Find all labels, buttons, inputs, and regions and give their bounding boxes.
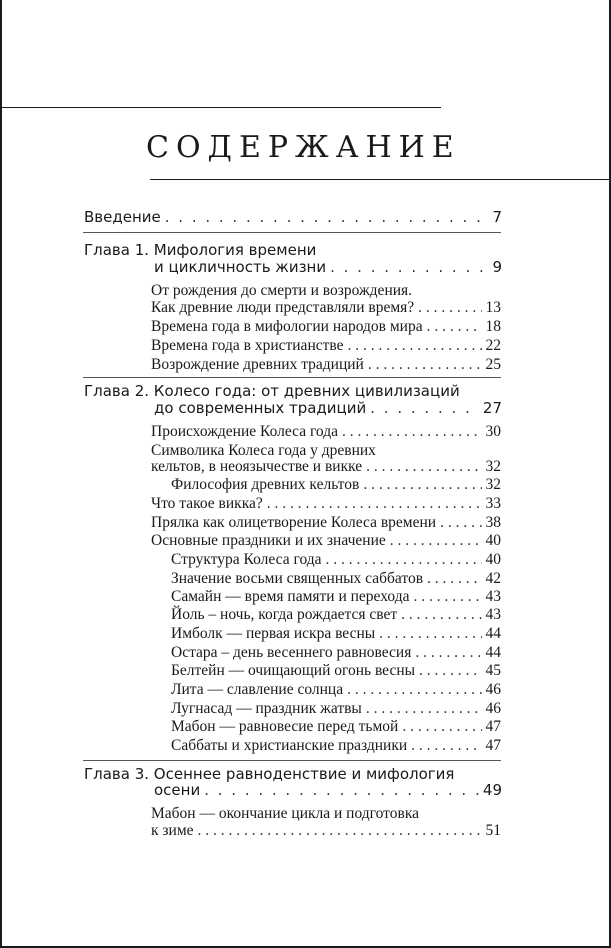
toc-entry-label: кельтов, в неоязычестве и викке [151,458,363,475]
leader-dots [326,550,482,570]
toc-entry-page: 46 [485,700,501,717]
section-divider [83,760,501,761]
section-divider [83,377,501,378]
toc-entry[interactable] [171,717,501,737]
toc-entry-intro[interactable] [84,207,502,227]
toc-entry[interactable] [171,680,501,700]
chapter-1-title-line1[interactable]: Глава 1. Мифология времени [84,241,317,259]
toc-entry-page: 27 [482,399,502,417]
toc-entry-page: 32 [485,476,501,493]
toc-entry[interactable] [171,605,501,625]
toc-entry-page: 49 [482,781,502,799]
toc-entry-line1[interactable]: Мабон — окончание цикла и подготовка [151,805,419,822]
toc-entry-page: 47 [485,737,501,754]
toc-entry-chapter-3[interactable] [154,780,502,800]
toc-entry-label: Белтейн — очищающий огонь весны [171,662,416,679]
leader-dots [348,336,482,356]
toc-entry[interactable] [171,699,501,719]
toc-entry-label: и цикличность жизни [154,258,327,276]
toc-entry-page: 30 [485,423,501,440]
leader-dots [415,643,481,663]
toc-entry[interactable] [151,298,501,318]
leader-dots [370,398,479,418]
toc-entry[interactable] [171,475,501,495]
leader-dots [413,587,481,607]
toc-entry-label: Самайн — время памяти и перехода [171,588,410,605]
toc-entry-label: Философия древних кельтов [171,476,360,493]
leader-dots [342,422,482,442]
toc-entry-label: Как древние люди представляли время? [151,299,415,316]
toc-entry-label: Саббаты и христианские праздники [171,737,408,754]
leader-dots [440,513,481,533]
toc-entry-chapter-1[interactable] [154,257,502,277]
toc-entry-page: 25 [485,356,501,373]
toc-entry-page: 51 [485,822,501,839]
toc-entry-page: 40 [485,532,501,549]
toc-entry-label: Значение восьми священных саббатов [171,570,424,587]
toc-entry-label: Мабон — равновесие перед тьмой [171,718,399,735]
toc-entry[interactable] [171,550,501,570]
toc-entry-label: осени [154,781,201,799]
toc-entry-page: 40 [485,551,501,568]
toc-entry[interactable] [151,422,501,442]
toc-entry[interactable] [171,587,501,607]
toc-entry-page: 22 [485,337,501,354]
leader-dots [427,569,481,589]
leader-dots [418,298,481,318]
leader-dots [267,494,482,514]
toc-entry-line1[interactable]: От рождения до смерти и возрождения. [151,282,413,299]
toc-entry-page: 38 [485,514,501,531]
toc-entry[interactable] [171,736,501,756]
toc-entry-label: Имболк — первая искра весны [171,625,376,642]
toc-entry[interactable] [171,661,501,681]
page-title: СОДЕРЖАНИЕ [146,130,461,165]
toc-entry-page: 7 [492,208,502,226]
toc-entry-label: Йоль – ночь, когда рождается свет [171,606,398,623]
toc-entry-label: к зиме [151,822,194,839]
toc-entry-page: 46 [485,681,501,698]
leader-dots [366,457,481,477]
toc-entry[interactable] [171,569,501,589]
toc-entry[interactable] [151,317,501,337]
leader-dots [165,207,489,227]
toc-entry-label: Времена года в христианстве [151,337,344,354]
toc-entry[interactable] [171,643,501,663]
leader-dots [363,475,481,495]
toc-entry-page: 13 [485,299,501,316]
leader-dots [366,699,482,719]
toc-entry[interactable] [151,457,501,477]
leader-dots [401,605,481,625]
toc-entry-label: Возрождение древних традиций [151,356,364,373]
toc-entry[interactable] [151,821,501,841]
toc-entry-label: Структура Колеса года [171,551,322,568]
toc-entry[interactable] [151,531,501,551]
leader-dots [390,531,482,551]
toc-entry-page: 32 [485,458,501,475]
toc-entry-chapter-2[interactable] [154,398,502,418]
toc-entry-page: 45 [485,662,501,679]
leader-dots [330,257,488,277]
toc-entry-page: 43 [485,588,501,605]
toc-entry-page: 47 [485,718,501,735]
chapter-3-title-line1[interactable]: Глава 3. Осеннее равноденствие и мифология [84,765,455,783]
leader-dots [198,821,482,841]
toc-entry-line1[interactable]: Символика Колеса года у древних [151,442,376,459]
leader-dots [204,780,479,800]
leader-dots [347,680,481,700]
toc-entry[interactable] [151,355,501,375]
toc-entry-label: Прялка как олицетворение Колеса времени [151,514,437,531]
toc-entry-label: Основные праздники и их значение [151,532,386,549]
section-divider [83,232,501,233]
leader-dots [427,317,482,337]
leader-dots [411,736,481,756]
toc-entry[interactable] [151,336,501,356]
toc-entry-label: Лита — славление солнца [171,681,344,698]
toc-entry[interactable] [151,494,501,514]
toc-entry-page: 44 [485,625,501,642]
toc-entry-page: 42 [485,570,501,587]
leader-dots [368,355,482,375]
chapter-2-title-line1[interactable]: Глава 2. Колесо года: от древних цивилизаций [84,382,460,400]
toc-entry[interactable] [151,513,501,533]
toc-entry-label: Остара – день весеннего равновесия [171,644,412,661]
toc-entry-label: Происхождение Колеса года [151,423,338,440]
leader-dots [402,717,481,737]
toc-entry-page: 44 [485,644,501,661]
toc-entry-page: 18 [485,318,501,335]
toc-entry-label: до современных традиций [154,399,367,417]
toc-entry-label: Введение [84,208,161,226]
toc-entry-page: 33 [485,495,501,512]
leader-dots [419,661,481,681]
toc-entry[interactable] [171,624,501,644]
leader-dots [379,624,481,644]
toc-entry-label: Лугнасад — праздник жатвы [171,700,362,717]
toc-entry-label: Что такое викка? [151,495,263,512]
toc-entry-page: 43 [485,606,501,623]
toc-entry-label: Времена года в мифологии народов мира [151,318,423,335]
toc-entry-page: 9 [492,258,502,276]
